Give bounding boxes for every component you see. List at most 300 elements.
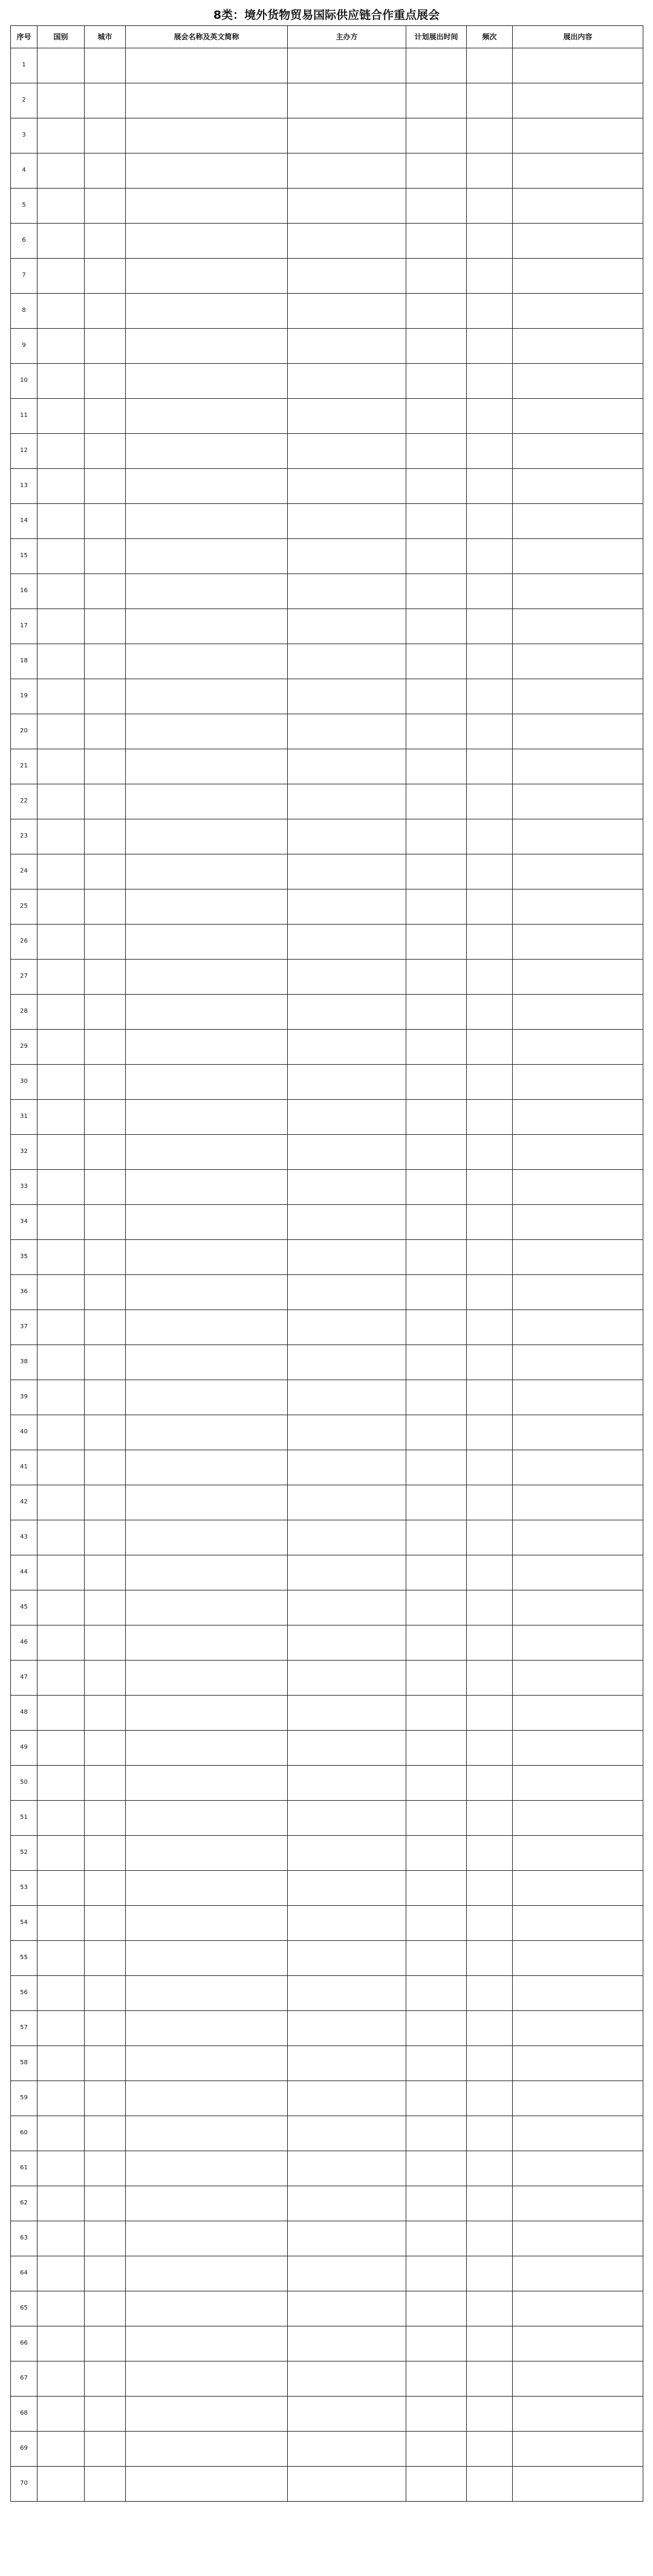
cell-city	[85, 925, 126, 960]
cell-content	[513, 679, 643, 714]
cell-content	[513, 1801, 643, 1836]
cell-content	[513, 1906, 643, 1941]
cell-city	[85, 2011, 126, 2046]
table-row	[11, 2397, 643, 2432]
cell-serial: 14	[11, 504, 37, 539]
cell-exhibition-name	[126, 749, 288, 784]
cell-planned-time	[406, 2116, 467, 2151]
table-row	[11, 714, 643, 749]
cell-city	[85, 2291, 126, 2326]
cell-planned-time	[406, 1275, 467, 1310]
cell-organizer	[288, 1345, 406, 1380]
cell-planned-time	[406, 504, 467, 539]
table-row	[11, 189, 643, 224]
header-serial: 序号	[11, 26, 37, 48]
cell-country	[37, 118, 85, 153]
cell-frequency	[467, 259, 513, 294]
cell-planned-time	[406, 2432, 467, 2467]
cell-organizer	[288, 1836, 406, 1871]
cell-content	[513, 1415, 643, 1450]
table-row	[11, 2221, 643, 2256]
cell-exhibition-name	[126, 83, 288, 118]
cell-frequency	[467, 644, 513, 679]
cell-city	[85, 83, 126, 118]
cell-exhibition-name	[126, 679, 288, 714]
cell-organizer	[288, 504, 406, 539]
cell-country	[37, 1661, 85, 1696]
cell-country	[37, 995, 85, 1030]
cell-organizer	[288, 1380, 406, 1415]
cell-exhibition-name	[126, 609, 288, 644]
cell-content	[513, 1836, 643, 1871]
cell-organizer	[288, 1871, 406, 1906]
cell-exhibition-name	[126, 1135, 288, 1170]
table-row	[11, 1485, 643, 1520]
cell-country	[37, 83, 85, 118]
cell-exhibition-name	[126, 1275, 288, 1310]
cell-city	[85, 1205, 126, 1240]
cell-country	[37, 1135, 85, 1170]
cell-content	[513, 1170, 643, 1205]
cell-organizer	[288, 224, 406, 259]
cell-content	[513, 574, 643, 609]
cell-city	[85, 224, 126, 259]
cell-exhibition-name	[126, 714, 288, 749]
cell-exhibition-name	[126, 1380, 288, 1415]
cell-content	[513, 2326, 643, 2361]
cell-exhibition-name	[126, 1801, 288, 1836]
cell-frequency	[467, 1696, 513, 1731]
cell-organizer	[288, 889, 406, 925]
table-row	[11, 83, 643, 118]
cell-frequency	[467, 1766, 513, 1801]
cell-planned-time	[406, 1590, 467, 1625]
header-city: 城市	[85, 26, 126, 48]
table-row	[11, 2467, 643, 2502]
cell-country	[37, 2186, 85, 2221]
cell-content	[513, 48, 643, 83]
table-row	[11, 399, 643, 434]
cell-content	[513, 784, 643, 819]
cell-content	[513, 2467, 643, 2502]
cell-organizer	[288, 329, 406, 364]
cell-planned-time	[406, 118, 467, 153]
cell-frequency	[467, 749, 513, 784]
table-row	[11, 1100, 643, 1135]
table-row	[11, 2326, 643, 2361]
cell-frequency	[467, 854, 513, 889]
cell-frequency	[467, 960, 513, 995]
cell-planned-time	[406, 329, 467, 364]
table-row	[11, 819, 643, 854]
cell-organizer	[288, 1065, 406, 1100]
cell-exhibition-name	[126, 1661, 288, 1696]
cell-frequency	[467, 2011, 513, 2046]
cell-exhibition-name	[126, 1030, 288, 1065]
cell-content	[513, 2361, 643, 2397]
table-row	[11, 2011, 643, 2046]
cell-content	[513, 1941, 643, 1976]
cell-serial: 70	[11, 2467, 37, 2502]
cell-content	[513, 259, 643, 294]
header-organizer: 主办方	[288, 26, 406, 48]
cell-content	[513, 2046, 643, 2081]
cell-serial: 51	[11, 1801, 37, 1836]
cell-content	[513, 1871, 643, 1906]
cell-frequency	[467, 83, 513, 118]
cell-planned-time	[406, 2081, 467, 2116]
cell-organizer	[288, 2081, 406, 2116]
cell-organizer	[288, 2467, 406, 2502]
cell-exhibition-name	[126, 574, 288, 609]
cell-content	[513, 469, 643, 504]
cell-exhibition-name	[126, 294, 288, 329]
cell-organizer	[288, 1415, 406, 1450]
cell-city	[85, 1240, 126, 1275]
header-planned-time: 计划展出时间	[406, 26, 467, 48]
cell-frequency	[467, 1871, 513, 1906]
cell-exhibition-name	[126, 2151, 288, 2186]
cell-planned-time	[406, 1520, 467, 1555]
cell-exhibition-name	[126, 48, 288, 83]
cell-country	[37, 364, 85, 399]
cell-organizer	[288, 1555, 406, 1590]
cell-content	[513, 118, 643, 153]
cell-exhibition-name	[126, 1766, 288, 1801]
cell-exhibition-name	[126, 2326, 288, 2361]
cell-country	[37, 1590, 85, 1625]
cell-country	[37, 1030, 85, 1065]
cell-exhibition-name	[126, 854, 288, 889]
cell-organizer	[288, 1661, 406, 1696]
cell-planned-time	[406, 434, 467, 469]
cell-organizer	[288, 259, 406, 294]
cell-exhibition-name	[126, 2397, 288, 2432]
table-row	[11, 784, 643, 819]
cell-country	[37, 1555, 85, 1590]
cell-frequency	[467, 1520, 513, 1555]
cell-organizer	[288, 854, 406, 889]
cell-organizer	[288, 1906, 406, 1941]
cell-planned-time	[406, 960, 467, 995]
table-row	[11, 48, 643, 83]
cell-country	[37, 644, 85, 679]
table-row	[11, 1625, 643, 1661]
table-row	[11, 2256, 643, 2291]
cell-country	[37, 925, 85, 960]
cell-frequency	[467, 1485, 513, 1520]
cell-frequency	[467, 399, 513, 434]
cell-serial: 27	[11, 960, 37, 995]
cell-content	[513, 854, 643, 889]
cell-serial: 40	[11, 1415, 37, 1450]
cell-planned-time	[406, 189, 467, 224]
cell-frequency	[467, 2116, 513, 2151]
cell-organizer	[288, 1696, 406, 1731]
cell-content	[513, 434, 643, 469]
cell-exhibition-name	[126, 539, 288, 574]
table-row	[11, 1661, 643, 1696]
cell-country	[37, 1801, 85, 1836]
cell-serial: 13	[11, 469, 37, 504]
cell-planned-time	[406, 2186, 467, 2221]
cell-content	[513, 364, 643, 399]
cell-planned-time	[406, 1450, 467, 1485]
cell-country	[37, 1275, 85, 1310]
cell-country	[37, 539, 85, 574]
cell-frequency	[467, 1275, 513, 1310]
cell-exhibition-name	[126, 995, 288, 1030]
cell-serial: 54	[11, 1906, 37, 1941]
cell-organizer	[288, 784, 406, 819]
cell-exhibition-name	[126, 1590, 288, 1625]
cell-planned-time	[406, 1030, 467, 1065]
cell-serial: 64	[11, 2256, 37, 2291]
cell-country	[37, 1450, 85, 1485]
cell-content	[513, 2221, 643, 2256]
cell-planned-time	[406, 749, 467, 784]
cell-frequency	[467, 504, 513, 539]
cell-organizer	[288, 48, 406, 83]
cell-content	[513, 1380, 643, 1415]
cell-planned-time	[406, 2221, 467, 2256]
cell-country	[37, 784, 85, 819]
cell-content	[513, 889, 643, 925]
cell-frequency	[467, 1836, 513, 1871]
cell-content	[513, 83, 643, 118]
table-row	[11, 1871, 643, 1906]
cell-frequency	[467, 2221, 513, 2256]
cell-serial: 15	[11, 539, 37, 574]
cell-serial: 17	[11, 609, 37, 644]
cell-exhibition-name	[126, 1310, 288, 1345]
table-row	[11, 364, 643, 399]
cell-exhibition-name	[126, 2361, 288, 2397]
cell-planned-time	[406, 364, 467, 399]
table-row	[11, 329, 643, 364]
cell-organizer	[288, 2256, 406, 2291]
cell-country	[37, 1170, 85, 1205]
cell-city	[85, 504, 126, 539]
cell-organizer	[288, 1941, 406, 1976]
cell-serial: 32	[11, 1135, 37, 1170]
cell-organizer	[288, 574, 406, 609]
cell-country	[37, 2116, 85, 2151]
cell-serial: 43	[11, 1520, 37, 1555]
cell-exhibition-name	[126, 1415, 288, 1450]
table-row	[11, 2046, 643, 2081]
cell-content	[513, 329, 643, 364]
cell-country	[37, 714, 85, 749]
table-row	[11, 609, 643, 644]
cell-planned-time	[406, 294, 467, 329]
cell-serial: 16	[11, 574, 37, 609]
cell-city	[85, 714, 126, 749]
cell-frequency	[467, 2397, 513, 2432]
cell-country	[37, 224, 85, 259]
cell-frequency	[467, 1170, 513, 1205]
cell-city	[85, 1555, 126, 1590]
cell-exhibition-name	[126, 1941, 288, 1976]
cell-city	[85, 1345, 126, 1380]
cell-content	[513, 749, 643, 784]
cell-organizer	[288, 153, 406, 189]
cell-country	[37, 1906, 85, 1941]
table-row	[11, 1240, 643, 1275]
cell-organizer	[288, 1135, 406, 1170]
cell-city	[85, 2081, 126, 2116]
table-row	[11, 1345, 643, 1380]
cell-country	[37, 1836, 85, 1871]
cell-city	[85, 2221, 126, 2256]
cell-exhibition-name	[126, 1836, 288, 1871]
cell-planned-time	[406, 2361, 467, 2397]
cell-city	[85, 1731, 126, 1766]
cell-organizer	[288, 1520, 406, 1555]
cell-exhibition-name	[126, 1240, 288, 1275]
cell-organizer	[288, 960, 406, 995]
cell-content	[513, 1485, 643, 1520]
cell-country	[37, 1696, 85, 1731]
cell-planned-time	[406, 854, 467, 889]
cell-content	[513, 1520, 643, 1555]
cell-serial: 52	[11, 1836, 37, 1871]
cell-organizer	[288, 644, 406, 679]
cell-exhibition-name	[126, 1871, 288, 1906]
cell-content	[513, 224, 643, 259]
table-row	[11, 1731, 643, 1766]
table-row	[11, 854, 643, 889]
cell-country	[37, 889, 85, 925]
cell-city	[85, 118, 126, 153]
cell-planned-time	[406, 1906, 467, 1941]
cell-city	[85, 854, 126, 889]
cell-content	[513, 399, 643, 434]
cell-serial: 5	[11, 189, 37, 224]
cell-serial: 8	[11, 294, 37, 329]
cell-frequency	[467, 1450, 513, 1485]
cell-content	[513, 504, 643, 539]
cell-content	[513, 1030, 643, 1065]
cell-country	[37, 2081, 85, 2116]
cell-organizer	[288, 1170, 406, 1205]
cell-planned-time	[406, 469, 467, 504]
cell-serial: 67	[11, 2361, 37, 2397]
cell-organizer	[288, 1590, 406, 1625]
cell-frequency	[467, 2467, 513, 2502]
cell-serial: 7	[11, 259, 37, 294]
cell-organizer	[288, 2116, 406, 2151]
cell-serial: 19	[11, 679, 37, 714]
cell-frequency	[467, 2046, 513, 2081]
cell-frequency	[467, 153, 513, 189]
cell-country	[37, 574, 85, 609]
cell-planned-time	[406, 784, 467, 819]
cell-frequency	[467, 2361, 513, 2397]
table-row	[11, 1836, 643, 1871]
cell-city	[85, 1415, 126, 1450]
cell-frequency	[467, 1240, 513, 1275]
cell-exhibition-name	[126, 364, 288, 399]
table-row	[11, 749, 643, 784]
cell-planned-time	[406, 1871, 467, 1906]
cell-planned-time	[406, 48, 467, 83]
cell-exhibition-name	[126, 469, 288, 504]
cell-serial: 6	[11, 224, 37, 259]
cell-city	[85, 2186, 126, 2221]
cell-content	[513, 1065, 643, 1100]
cell-country	[37, 1871, 85, 1906]
cell-frequency	[467, 1625, 513, 1661]
cell-exhibition-name	[126, 1450, 288, 1485]
table-row	[11, 1766, 643, 1801]
cell-content	[513, 1976, 643, 2011]
cell-content	[513, 539, 643, 574]
cell-exhibition-name	[126, 1976, 288, 2011]
cell-planned-time	[406, 1415, 467, 1450]
cell-serial: 50	[11, 1766, 37, 1801]
cell-planned-time	[406, 1555, 467, 1590]
cell-planned-time	[406, 399, 467, 434]
cell-frequency	[467, 118, 513, 153]
cell-exhibition-name	[126, 2081, 288, 2116]
cell-content	[513, 2291, 643, 2326]
cell-planned-time	[406, 679, 467, 714]
cell-planned-time	[406, 539, 467, 574]
table-row	[11, 2151, 643, 2186]
cell-city	[85, 259, 126, 294]
cell-serial: 58	[11, 2046, 37, 2081]
cell-exhibition-name	[126, 1485, 288, 1520]
cell-city	[85, 1941, 126, 1976]
cell-organizer	[288, 118, 406, 153]
table-row	[11, 960, 643, 995]
header-content: 展出内容	[513, 26, 643, 48]
cell-country	[37, 2432, 85, 2467]
cell-country	[37, 329, 85, 364]
cell-exhibition-name	[126, 2291, 288, 2326]
cell-exhibition-name	[126, 1345, 288, 1380]
cell-content	[513, 1240, 643, 1275]
cell-content	[513, 609, 643, 644]
cell-country	[37, 2291, 85, 2326]
cell-serial: 22	[11, 784, 37, 819]
cell-exhibition-name	[126, 1731, 288, 1766]
cell-planned-time	[406, 1135, 467, 1170]
cell-organizer	[288, 749, 406, 784]
cell-frequency	[467, 224, 513, 259]
table-row	[11, 1380, 643, 1415]
cell-country	[37, 469, 85, 504]
cell-frequency	[467, 1801, 513, 1836]
cell-frequency	[467, 2291, 513, 2326]
cell-organizer	[288, 925, 406, 960]
cell-frequency	[467, 1941, 513, 1976]
cell-country	[37, 399, 85, 434]
cell-serial: 33	[11, 1170, 37, 1205]
cell-organizer	[288, 1030, 406, 1065]
cell-city	[85, 2397, 126, 2432]
cell-content	[513, 1696, 643, 1731]
cell-frequency	[467, 574, 513, 609]
cell-country	[37, 2326, 85, 2361]
cell-frequency	[467, 364, 513, 399]
cell-content	[513, 1345, 643, 1380]
cell-frequency	[467, 2432, 513, 2467]
cell-serial: 69	[11, 2432, 37, 2467]
cell-city	[85, 153, 126, 189]
cell-exhibition-name	[126, 2186, 288, 2221]
